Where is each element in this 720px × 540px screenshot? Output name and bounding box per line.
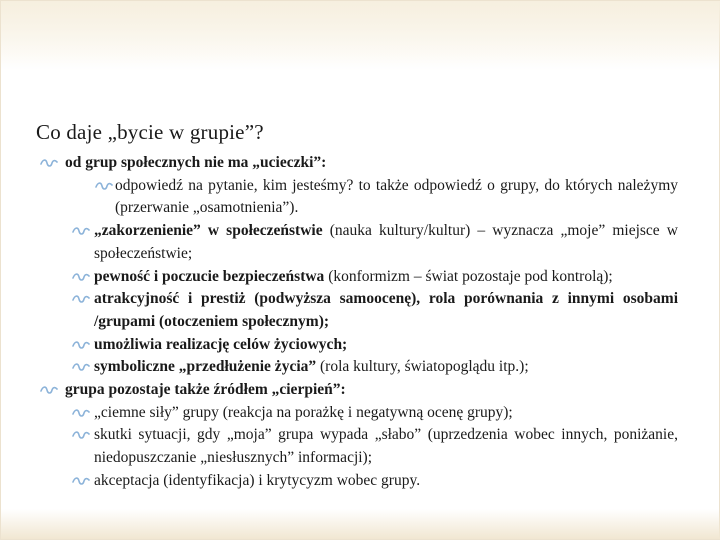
item-text: skutki sytuacji, gdy „moja” grupa wypada „słabo” (uprzedzenia wobec innych, poniżanie, niedopuszczanie „niesłusznych” informacji); xyxy=(94,426,678,467)
curl-bullet-icon xyxy=(72,220,94,242)
bold-text: symboliczne „przedłużenie życia” xyxy=(94,358,317,376)
list-item xyxy=(38,470,678,493)
curl-bullet-icon xyxy=(72,288,94,310)
bold-text: atrakcyjność i prestiż (podwyższa samoocenę), rola porównania z innymi osobami /grupami (otoczeniem społecznym); xyxy=(94,290,678,330)
list-item xyxy=(38,220,678,265)
bold-text: „zakorzenienie” w społeczeństwie xyxy=(94,222,323,240)
curl-bullet-icon xyxy=(72,266,94,288)
curl-bullet-icon xyxy=(72,402,94,424)
slide-title: Co daje „bycie w grupie”? xyxy=(36,120,264,144)
item-text: odpowiedź na pytanie, kim jesteśmy? to także odpowiedź o grupy, do których należymy (przerwanie „osamotnienia”). xyxy=(115,176,678,217)
list-item xyxy=(38,402,678,425)
curl-bullet-icon xyxy=(72,424,94,446)
list-item xyxy=(38,334,678,357)
list-item xyxy=(38,356,678,379)
curl-bullet-icon xyxy=(40,152,62,174)
item-text: (nauka kultury/kultur) – wyznacza „moje” miejsce w społeczeństwie; xyxy=(94,222,678,262)
bottom-gradient xyxy=(1,509,720,539)
list-item xyxy=(38,288,678,333)
bullet-list xyxy=(38,152,678,493)
item-text: (konformizm – świat pozostaje pod kontrolą); xyxy=(324,267,613,285)
curl-bullet-icon xyxy=(40,379,62,401)
bold-text: grupa pozostaje także źródłem „cierpień”: xyxy=(65,381,346,399)
list-item xyxy=(38,379,678,402)
item-text: (rola kultury, światopoglądu itp.); xyxy=(316,358,529,376)
list-item xyxy=(38,266,678,289)
curl-bullet-icon xyxy=(72,470,94,492)
item-text: akceptacja (identyfikacja) i krytycyzm wobec grupy. xyxy=(94,471,421,489)
top-gradient xyxy=(1,1,720,71)
curl-bullet-icon xyxy=(72,356,94,378)
curl-bullet-icon xyxy=(95,175,117,197)
curl-bullet-icon xyxy=(72,334,94,356)
bold-text: od grup społecznych nie ma „ucieczki”: xyxy=(65,154,327,171)
list-item xyxy=(38,175,678,220)
list-item xyxy=(38,424,678,469)
bold-text: pewność i poczucie bezpieczeństwa xyxy=(94,267,325,285)
item-text: „ciemne siły” grupy (reakcja na porażkę i negatywną ocenę grupy); xyxy=(94,403,513,421)
bold-text: umożliwia realizację celów życiowych; xyxy=(94,335,348,353)
list-item xyxy=(38,152,678,175)
